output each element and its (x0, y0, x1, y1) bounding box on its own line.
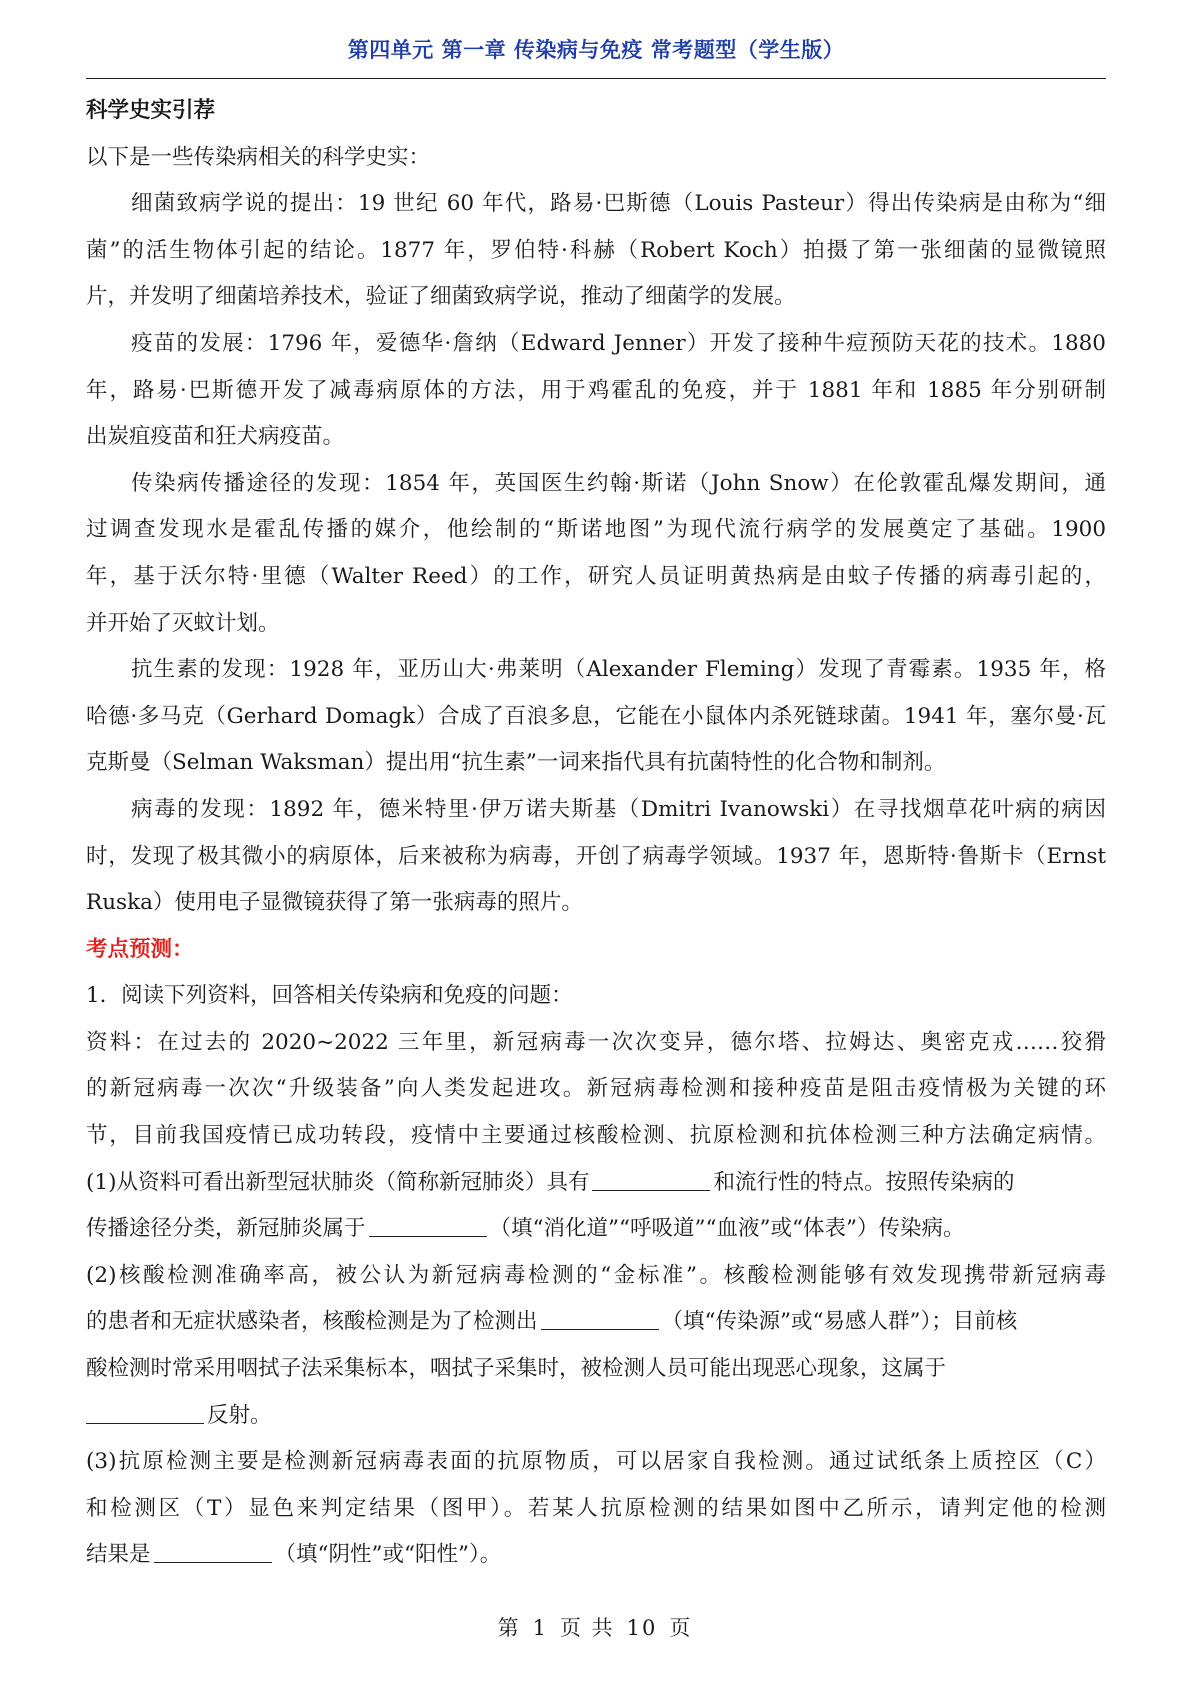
text-line: 酸检测时常采用咽拭子法采集标本，咽拭子采集时，被检测人员可能出现恶心现象，这属于 (86, 1356, 947, 1382)
history-paragraph-antibiotics (86, 647, 1106, 787)
text-line: 片，并发明了细菌培养技术，验证了细菌致病学说，推动了细菌学的发展。 (86, 284, 796, 310)
text-line: 传染病传播途径的发现：1854 年，英国医生约翰·斯诺（John Snow）在伦敦霍乱爆发期间，通 (131, 470, 1106, 496)
text-span: 反射。 (207, 1402, 272, 1428)
text-line: 资料：在过去的 2020~2022 三年里，新冠病毒一次次变异，德尔塔、拉姆达、奥密克戎……狡猾 (86, 1029, 1106, 1055)
text-span: （填“消化道”“呼吸道”“血液”或“体表”）传染病。 (489, 1216, 965, 1242)
text-line: 病毒的发现：1892 年，德米特里·伊万诺夫斯基（Dmitri Ivanowski）在寻找烟草花叶病的病因 (131, 796, 1106, 822)
total-pages: 10 (626, 1616, 658, 1640)
text-span: 的患者和无症状感染者，核酸检测是为了检测出 (86, 1309, 538, 1335)
text-line: 年，基于沃尔特·里德（Walter Reed）的工作，研究人员证明黄热病是由蚊子传播的病毒引起的， (86, 563, 1106, 589)
sub-question-1 (86, 1160, 1106, 1253)
text-span: （填“传染源”或“易感人群”）；目前核 (661, 1309, 1018, 1335)
history-paragraph-germ-theory (86, 181, 1106, 321)
text-line: (2)核酸检测准确率高，被公认为新冠病毒检测的“金标准”。核酸检测能够有效发现携带新冠病毒 (86, 1262, 1106, 1288)
text-line: (3)抗原检测主要是检测新冠病毒表面的抗原物质，可以居家自我检测。通过试纸条上质控区（C） (86, 1449, 1106, 1475)
text-span: 传播途径分类，新冠肺炎属于 (86, 1216, 366, 1242)
text-line: 时，发现了极其微小的病原体，后来被称为病毒，开创了病毒学领域。1937 年，恩斯特·鲁斯卡（Ernst (86, 843, 1106, 869)
footer-suffix: 页 (669, 1616, 693, 1640)
answer-blank[interactable] (541, 1305, 659, 1330)
history-paragraph-transmission (86, 461, 1106, 647)
page-number: 1 (532, 1616, 548, 1640)
question-1-stem: 1．阅读下列资料，回答相关传染病和免疫的问题： (86, 983, 573, 1009)
text-line: 和检测区（T）显色来判定结果（图甲）。若某人抗原检测的结果如图中乙所示，请判定他的检测 (86, 1495, 1106, 1521)
page-header-title: 第四单元 第一章 传染病与免疫 常考题型（学生版） (347, 38, 845, 62)
text-line: 过调查发现水是霍乱传播的媒介，他绘制的“斯诺地图”为现代流行病学的发展奠定了基础。1900 (86, 517, 1106, 543)
text-line (86, 1393, 1106, 1440)
text-span: (1)从资料可看出新型冠状肺炎（简称新冠肺炎）具有 (86, 1169, 590, 1195)
text-line: 哈德·多马克（Gerhard Domagk）合成了百浪多息，它能在小鼠体内杀死链球菌。1941 年，塞尔曼·瓦 (86, 703, 1106, 729)
sub-question-3 (86, 1439, 1106, 1579)
text-line: 的新冠病毒一次次“升级装备”向人类发起进攻。新冠病毒检测和接种疫苗是阻击疫情极为关键的环 (86, 1076, 1106, 1102)
text-span: 结果是 (86, 1542, 151, 1568)
text-line: 克斯曼（Selman Waksman）提出用“抗生素”一词来指代具有抗菌特性的化合物和制剂。 (86, 750, 946, 776)
text-line: 抗生素的发现：1928 年，亚历山大·弗莱明（Alexander Fleming）发现了青霉素。1935 年，格 (131, 657, 1106, 683)
answer-blank[interactable] (86, 1399, 204, 1424)
page-footer (0, 1612, 1190, 1642)
text-line: 并开始了灭蚊计划。 (86, 610, 280, 636)
answer-blank[interactable] (154, 1538, 272, 1563)
text-span: 和流行性的特点。按照传染病的 (713, 1169, 1015, 1195)
text-line (86, 1532, 1106, 1579)
history-paragraph-vaccines (86, 321, 1106, 461)
section-intro: 以下是一些传染病相关的科学史实： (86, 144, 431, 170)
exam-heading: 考点预测： (86, 936, 194, 962)
text-line: 细菌致病学说的提出：19 世纪 60 年代，路易·巴斯德（Louis Pasteur）得出传染病是由称为“细 (131, 191, 1106, 217)
text-line: 菌”的活生物体引起的结论。1877 年，罗伯特·科赫（Robert Koch）拍摄了第一张细菌的显微镜照 (86, 237, 1106, 263)
text-line: 出炭疽疫苗和狂犬病疫苗。 (86, 424, 345, 450)
history-paragraph-viruses (86, 787, 1106, 927)
answer-blank[interactable] (592, 1166, 710, 1191)
text-line (86, 1160, 1106, 1207)
text-line: 年，路易·巴斯德开发了减毒病原体的方法，用于鸡霍乱的免疫，并于 1881 年和 1885 年分别研制 (86, 377, 1106, 403)
text-line: 节，目前我国疫情已成功转段，疫情中主要通过核酸检测、抗原检测和抗体检测三种方法确定病情。 (86, 1123, 1106, 1149)
text-line: Ruska）使用电子显微镜获得了第一张病毒的照片。 (86, 890, 583, 916)
footer-middle: 页 共 (559, 1616, 615, 1640)
text-line (86, 1299, 1106, 1346)
text-line (86, 1206, 1106, 1253)
answer-blank[interactable] (369, 1212, 487, 1237)
footer-prefix: 第 (497, 1616, 521, 1640)
text-span: （填“阴性”或“阳性”）。 (274, 1542, 502, 1568)
section-heading: 科学史实引荐 (86, 98, 216, 123)
document-body (86, 88, 1106, 1579)
question-material (86, 1020, 1106, 1160)
text-line: 疫苗的发展：1796 年，爱德华·詹纳（Edward Jenner）开发了接种牛痘预防天花的技术。1880 (131, 330, 1106, 356)
sub-question-2 (86, 1253, 1106, 1439)
header-divider (86, 78, 1106, 79)
